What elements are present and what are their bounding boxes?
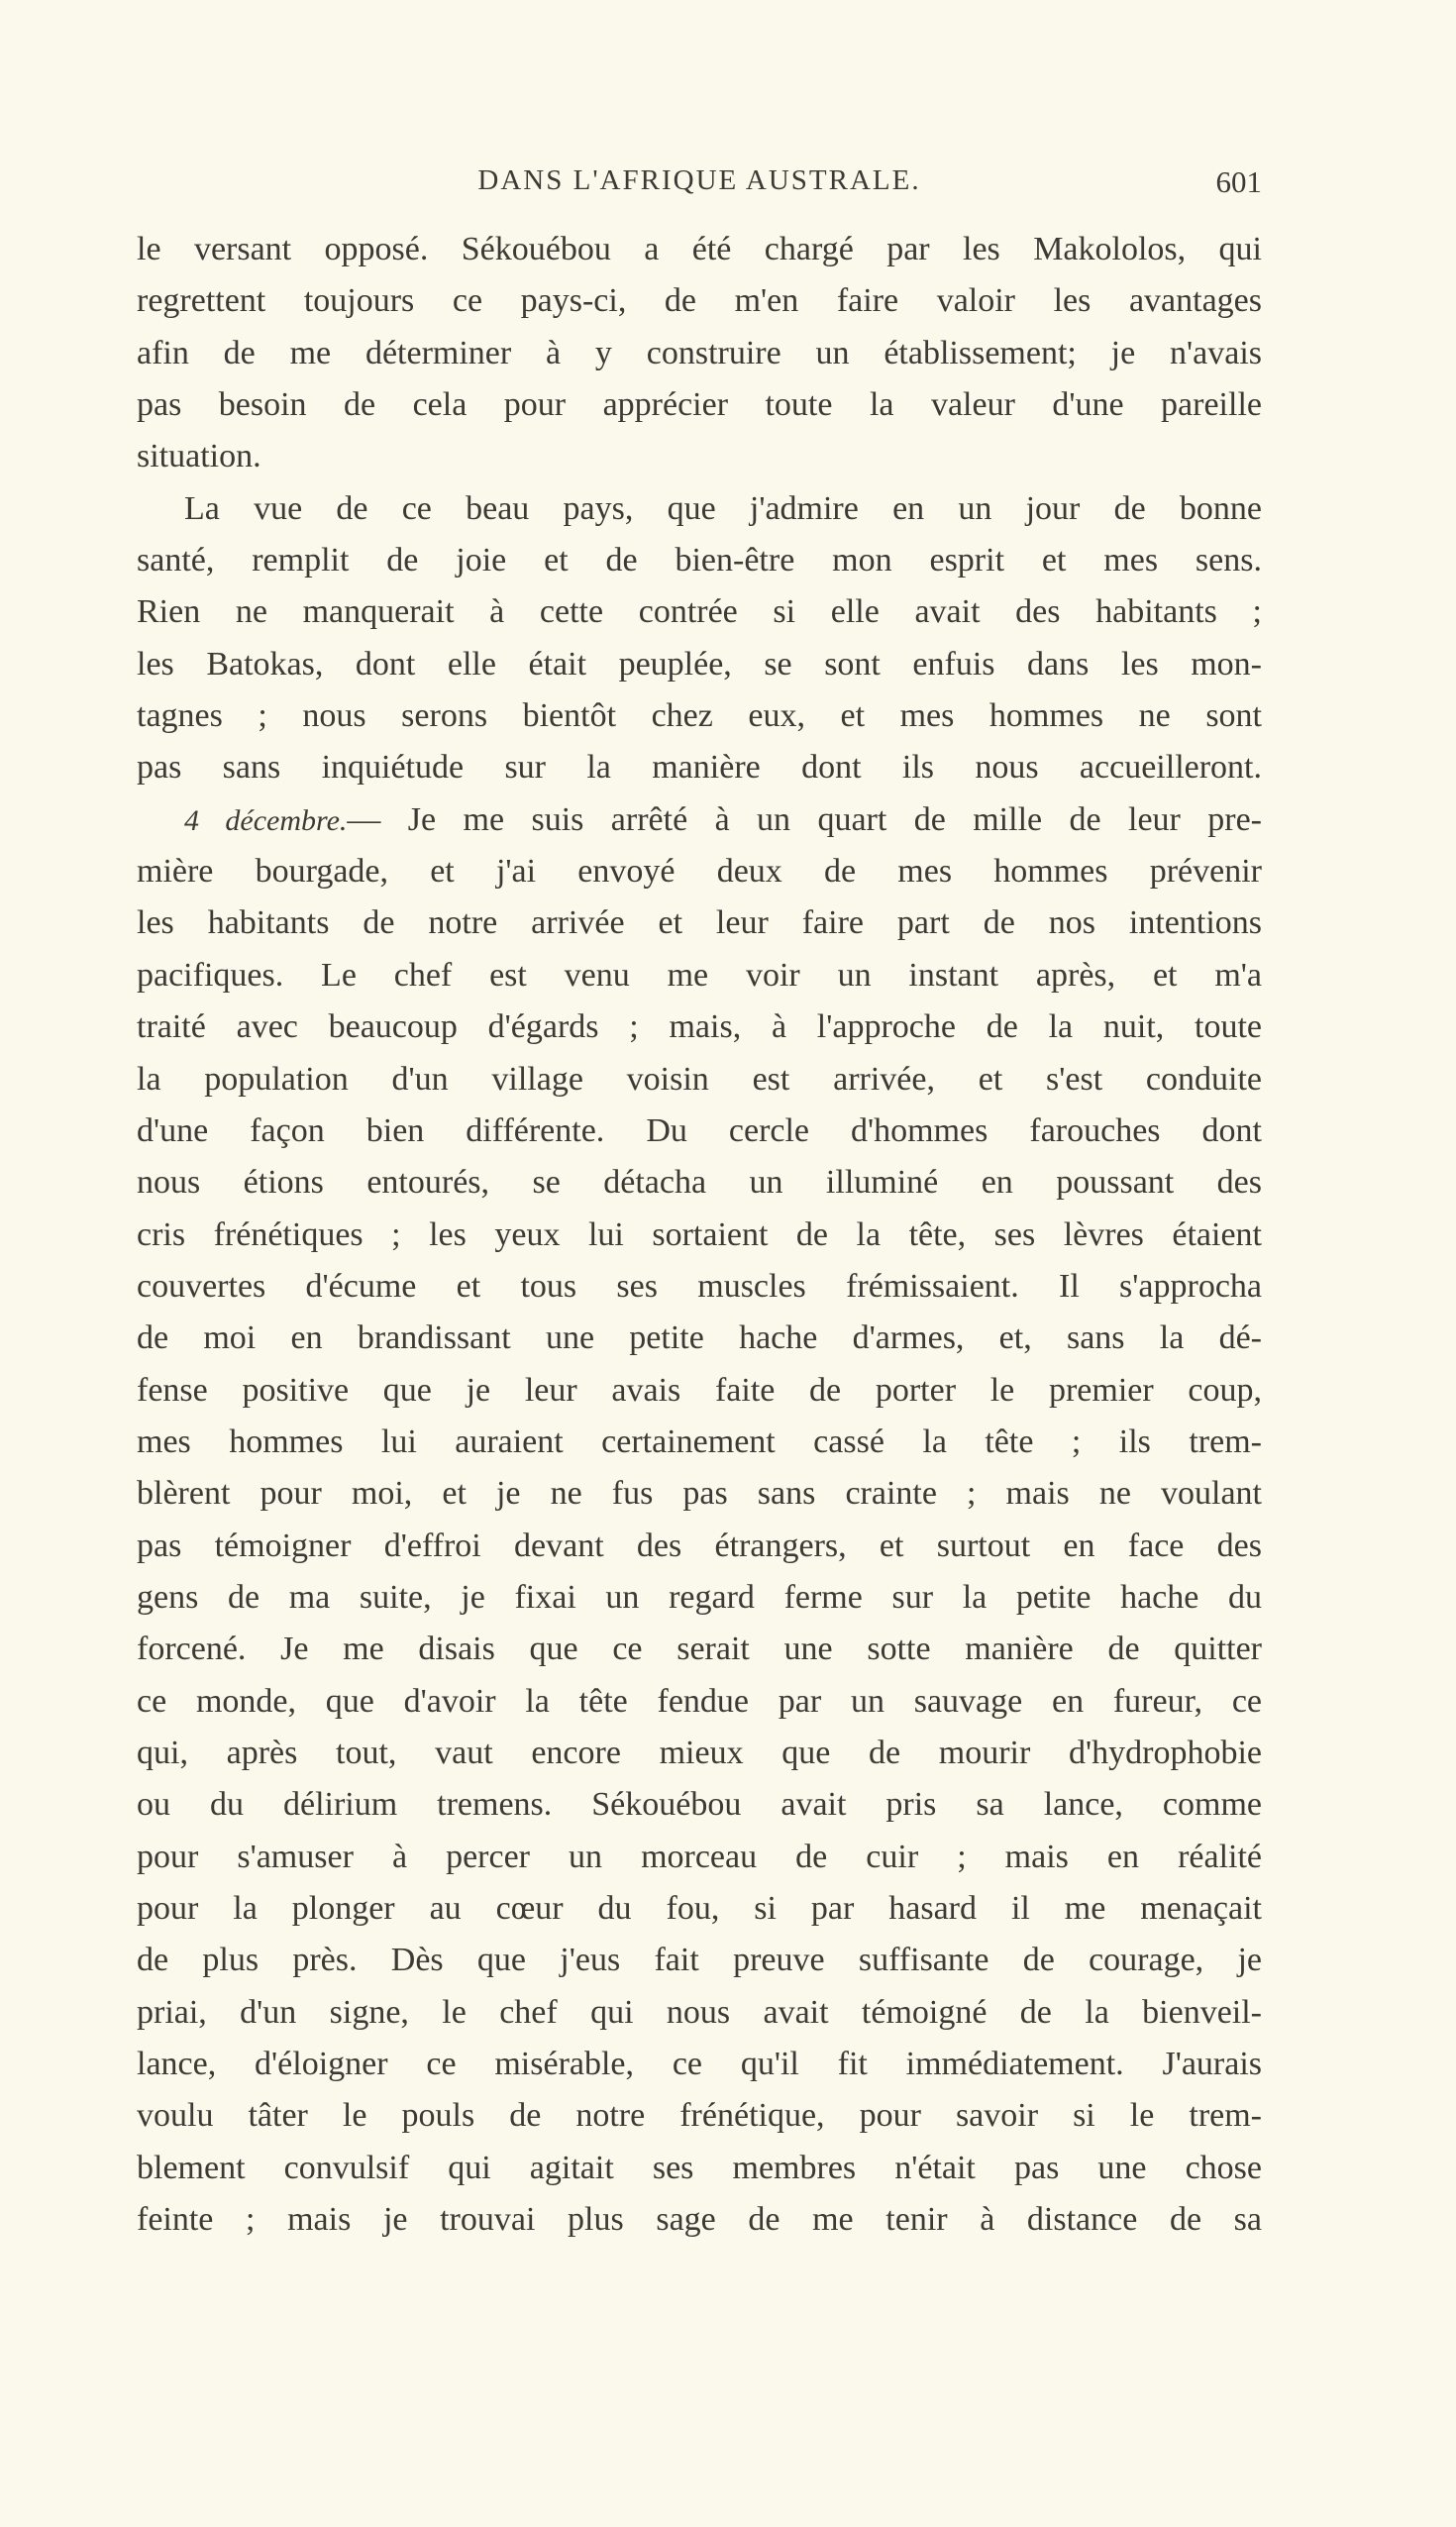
text-line: cris frénétiques ; les yeux lui sortaient de la tête, ses lèvres étaient [137, 1215, 1262, 1253]
paragraph [137, 794, 1262, 2247]
running-title: DANS L'AFRIQUE AUSTRALE. [477, 164, 921, 196]
text-line: de plus près. Dès que j'eus fait preuve suffisante de courage, je [137, 1942, 1262, 1979]
text-line: d'une façon bien différente. Du cercle d'hommes farouches dont [137, 1111, 1262, 1149]
page-number: 601 [1215, 164, 1262, 199]
text-line: nous étions entourés, se détacha un illuminé en poussant des [137, 1164, 1262, 1202]
paragraph [137, 483, 1262, 794]
text-line: pour la plonger au cœur du fou, si par hasard il me menaçait [137, 1890, 1262, 1927]
text-line: La vue de ce beau pays, que j'admire en un jour de bonne [184, 489, 1262, 527]
paragraph [137, 224, 1262, 483]
text-line: couvertes d'écume et tous ses muscles frémissaient. Il s'approcha [137, 1267, 1262, 1305]
text-line: ce monde, que d'avoir la tête fendue par un sauvage en fureur, ce [137, 1682, 1262, 1720]
text-line: mière bourgade, et j'ai envoyé deux de mes hommes prévenir [137, 853, 1262, 891]
text-line: forcené. Je me disais que ce serait une sotte manière de quitter [137, 1631, 1262, 1668]
text-line: le versant opposé. Sékouébou a été chargé par les Makololos, qui [137, 231, 1262, 267]
text-line: santé, remplit de joie et de bien-être mon esprit et mes sens. [137, 542, 1262, 579]
text-line: lance, d'éloigner ce misérable, ce qu'il fit immédiatement. J'aurais [137, 2046, 1262, 2083]
running-header [137, 164, 1262, 208]
text-line: traité avec beaucoup d'égards ; mais, à l'approche de la nuit, toute [137, 1008, 1262, 1046]
text-line: pas témoigner d'effroi devant des étrangers, et surtout en face des [137, 1527, 1262, 1564]
text-line: voulu tâter le pouls de notre frénétique, pour savoir si le trem- [137, 2097, 1262, 2135]
text-line: gens de ma suite, je fixai un regard ferme sur la petite hache du [137, 1578, 1262, 1616]
page-body-text [137, 224, 1262, 2246]
text-line: ou du délirium tremens. Sékouébou avait pris sa lance, comme [137, 1786, 1262, 1824]
text-line: tagnes ; nous serons bientôt chez eux, et mes hommes ne sont [137, 697, 1262, 735]
text-line: qui, après tout, vaut encore mieux que de mourir d'hydrophobie [137, 1734, 1262, 1771]
text-line: priai, d'un signe, le chef qui nous avait témoigné de la bienveil- [137, 1993, 1262, 2031]
text-line: regrettent toujours ce pays-ci, de m'en faire valoir les avantages [137, 282, 1262, 320]
text-line: blement convulsif qui agitait ses membres n'était pas une chose [137, 2149, 1262, 2186]
text-line: mes hommes lui auraient certainement cassé la tête ; ils trem- [137, 1422, 1262, 1460]
text-line-rest: — Je me suis arrêté à un quart de mille de leur pre- [347, 800, 1263, 838]
text-line: les Batokas, dont elle était peuplée, se sont enfuis dans les mon- [137, 645, 1262, 683]
text-line: pour s'amuser à percer un morceau de cuir ; mais en réalité [137, 1838, 1262, 1875]
text-line: situation. [137, 438, 261, 475]
text-line: Rien ne manquerait à cette contrée si elle avait des habitants ; [137, 593, 1262, 631]
text-line: feinte ; mais je trouvai plus sage de me tenir à distance de sa [137, 2201, 1262, 2239]
text-line: les habitants de notre arrivée et leur faire part de nos intentions [137, 904, 1262, 942]
text-line: de moi en brandissant une petite hache d'armes, et, sans la dé- [137, 1319, 1262, 1357]
text-line: la population d'un village voisin est arrivée, et s'est conduite [137, 1060, 1262, 1098]
text-line: fense positive que je leur avais faite de porter le premier coup, [137, 1371, 1262, 1409]
text-line: afin de me déterminer à y construire un établissement; je n'avais [137, 334, 1262, 371]
text-line [137, 794, 1262, 846]
entry-date: 4 décembre. [184, 803, 348, 837]
text-line: pas sans inquiétude sur la manière dont ils nous accueilleront. [137, 749, 1262, 787]
text-line: pas besoin de cela pour apprécier toute la valeur d'une pareille [137, 386, 1262, 424]
text-line: blèrent pour moi, et je ne fus pas sans crainte ; mais ne voulant [137, 1475, 1262, 1513]
text-line: pacifiques. Le chef est venu me voir un instant après, et m'a [137, 956, 1262, 994]
